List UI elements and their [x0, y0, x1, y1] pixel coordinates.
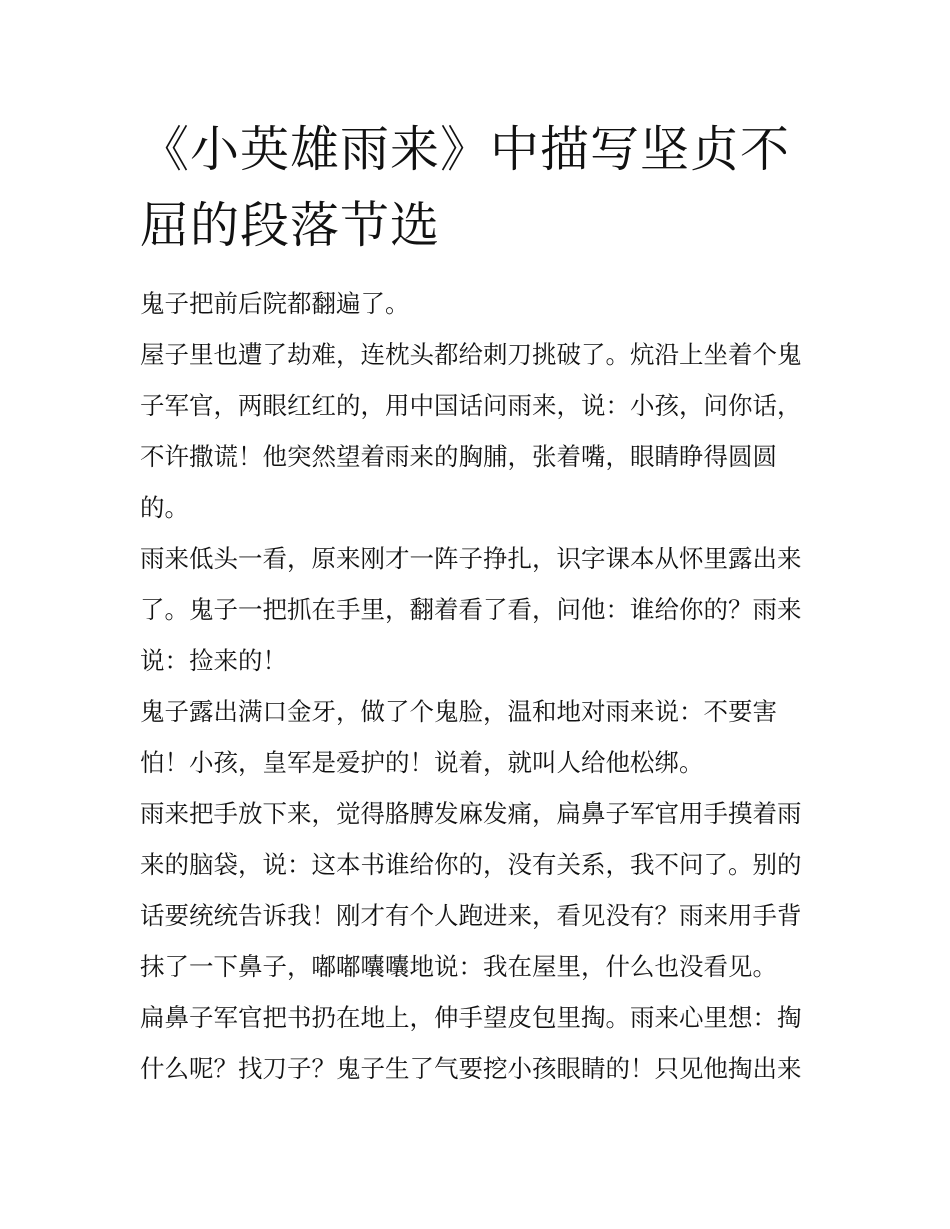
document-title: 《小英雄雨来》中描写坚贞不屈的段落节选 — [140, 121, 791, 254]
paragraph-6: 扁鼻子军官把书扔在地上，伸手望皮包里掏。雨来心里想：掏什么呢？找刀子？鬼子生了气要挖小孩眼睛的！只见他掏出来 — [140, 1003, 802, 1083]
paragraph-2: 屋子里也遭了劫难，连枕头都给刺刀挑破了。炕沿上坐着个鬼子军官，两眼红红的，用中国话问雨来，说：小孩，问你话，不许撒谎！他突然望着雨来的胸脯，张着嘴，眼睛睁得圆圆的。 — [140, 340, 802, 522]
paragraph-4: 鬼子露出满口金牙，做了个鬼脸，温和地对雨来说：不要害怕！小孩，皇军是爱护的！说着，就叫人给他松绑。 — [140, 697, 777, 777]
paragraph-5: 雨来把手放下来，觉得胳膊发麻发痛，扁鼻子军官用手摸着雨来的脑袋，说：这本书谁给你的，没有关系，我不问了。别的话要统统告诉我！刚才有个人跑进来，看见没有？雨来用手背抹了一下鼻子，嘟嘟囔囔地说：我在屋里，什么也没看见。 — [140, 799, 802, 981]
paragraph-1: 鬼子把前后院都翻遍了。 — [140, 289, 410, 318]
paragraph-3: 雨来低头一看，原来刚才一阵子挣扎，识字课本从怀里露出来了。鬼子一把抓在手里，翻着看了看，问他：谁给你的？雨来说：捡来的！ — [140, 544, 802, 675]
document-body — [140, 278, 820, 1094]
